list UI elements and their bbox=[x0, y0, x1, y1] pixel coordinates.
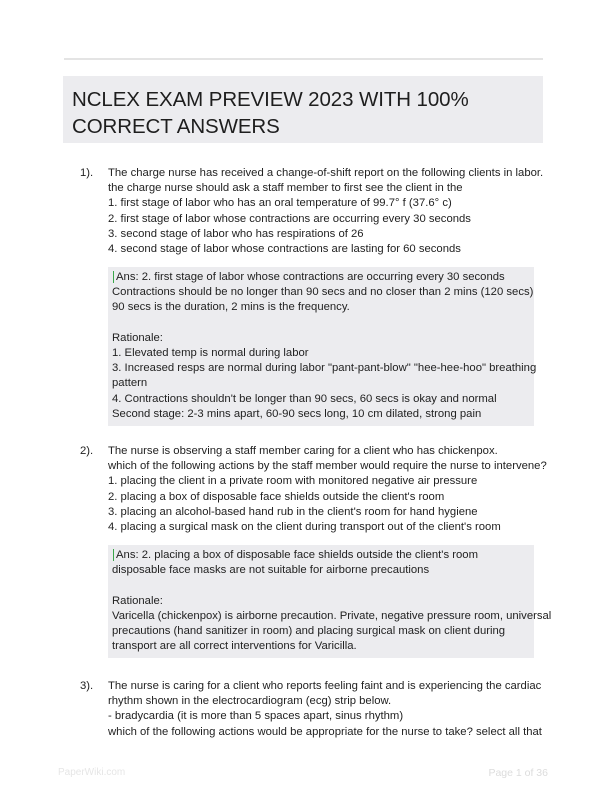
stem-line: which of the following actions would be appropriate for the nurse to take? select all that bbox=[108, 725, 542, 738]
stem-line: the charge nurse should ask a staff member to first see the client in the bbox=[108, 182, 463, 195]
page-title-line-2: CORRECT ANSWERS bbox=[72, 115, 280, 138]
option-3: 3. placing an alcohol-based hand rub in the client's room for hand hygiene bbox=[108, 505, 478, 518]
answer-box-2 bbox=[108, 545, 552, 658]
rationale-line: 4. Contractions shouldn't be longer than 90 secs, 60 secs is okay and normal bbox=[112, 392, 497, 405]
rationale-line: pattern bbox=[112, 377, 148, 390]
option-3: 3. second stage of labor who has respirations of 26 bbox=[108, 227, 364, 240]
question-stem bbox=[108, 679, 542, 740]
rationale-heading: Rationale: bbox=[112, 594, 163, 607]
stem-line: The nurse is caring for a client who reports feeling faint and is experiencing the cardiac bbox=[108, 680, 542, 692]
rationale-line: transport are all correct interventions for Varicilla. bbox=[112, 640, 357, 653]
answer-line: disposable face masks are not suitable for airborne precautions bbox=[112, 564, 430, 577]
stem-line: The nurse is observing a staff member caring for a client who has chickenpox. bbox=[108, 445, 498, 457]
stem-line: which of the following actions by the staff member would require the nurse to intervene? bbox=[108, 460, 547, 473]
rationale-line: Varicella (chickenpox) is airborne precaution. Private, negative pressure room, universal bbox=[112, 609, 552, 622]
answer-box-1 bbox=[108, 267, 537, 426]
top-rule bbox=[64, 58, 543, 60]
answer-spacer bbox=[112, 316, 534, 331]
rationale-line: precautions (hand sanitizer in room) and placing surgical mask on client during bbox=[112, 625, 506, 637]
question-stem bbox=[108, 444, 547, 535]
option-2: 2. first stage of labor whose contractions are occurring every 30 seconds bbox=[108, 212, 471, 225]
rationale-line: Second stage: 2-3 mins apart, 60-90 secs long, 10 cm dilated, strong pain bbox=[112, 407, 482, 420]
rationale-line: 1. Elevated temp is normal during labor bbox=[112, 347, 309, 359]
page-number: Page 1 of 36 bbox=[488, 767, 548, 779]
title-box bbox=[63, 76, 543, 143]
option-2: 2. placing a box of disposable face shields outside the client's room bbox=[108, 490, 445, 503]
question-number: 3). bbox=[80, 680, 94, 692]
answer-spacer bbox=[112, 578, 534, 593]
footer-watermark: PaperWiki.com bbox=[58, 767, 126, 778]
stem-line: - bradycardia (it is more than 5 spaces apart, sinus rhythm) bbox=[108, 710, 404, 723]
answer-marker bbox=[113, 549, 114, 561]
stem-line: rhythm shown in the electrocardiogram (ecg) strip below. bbox=[108, 695, 392, 708]
question-number: 2). bbox=[80, 445, 94, 457]
question-stem bbox=[108, 166, 544, 257]
stem-line: The charge nurse has received a change-of-shift report on the following clients in labor. bbox=[108, 167, 544, 179]
question-number: 1). bbox=[80, 167, 94, 179]
rationale-line: 3. Increased resps are normal during labor "pant-pant-blow" "hee-hee-hoo" breathing bbox=[112, 362, 537, 375]
option-1: 1. placing the client in a private room with monitored negative air pressure bbox=[108, 475, 478, 488]
answer-marker bbox=[113, 271, 114, 283]
option-4: 4. placing a surgical mask on the client during transport out of the client's room bbox=[108, 521, 501, 534]
answer-line: Ans: 2. first stage of labor whose contractions are occurring every 30 seconds bbox=[116, 271, 505, 283]
answer-line: Contractions should be no longer than 90 secs and no closer than 2 mins (120 secs) bbox=[112, 286, 534, 299]
option-4: 4. second stage of labor whose contractions are lasting for 60 seconds bbox=[108, 243, 461, 256]
answer-line: Ans: 2. placing a box of disposable face shields outside the client's room bbox=[116, 549, 478, 561]
rationale-heading: Rationale: bbox=[112, 331, 163, 344]
page-title-line-1: NCLEX EXAM PREVIEW 2023 WITH 100% bbox=[72, 88, 469, 111]
option-1: 1. first stage of labor who has an oral temperature of 99.7° f (37.6° c) bbox=[108, 197, 452, 210]
answer-line: 90 secs is the duration, 2 mins is the frequency. bbox=[112, 301, 350, 314]
